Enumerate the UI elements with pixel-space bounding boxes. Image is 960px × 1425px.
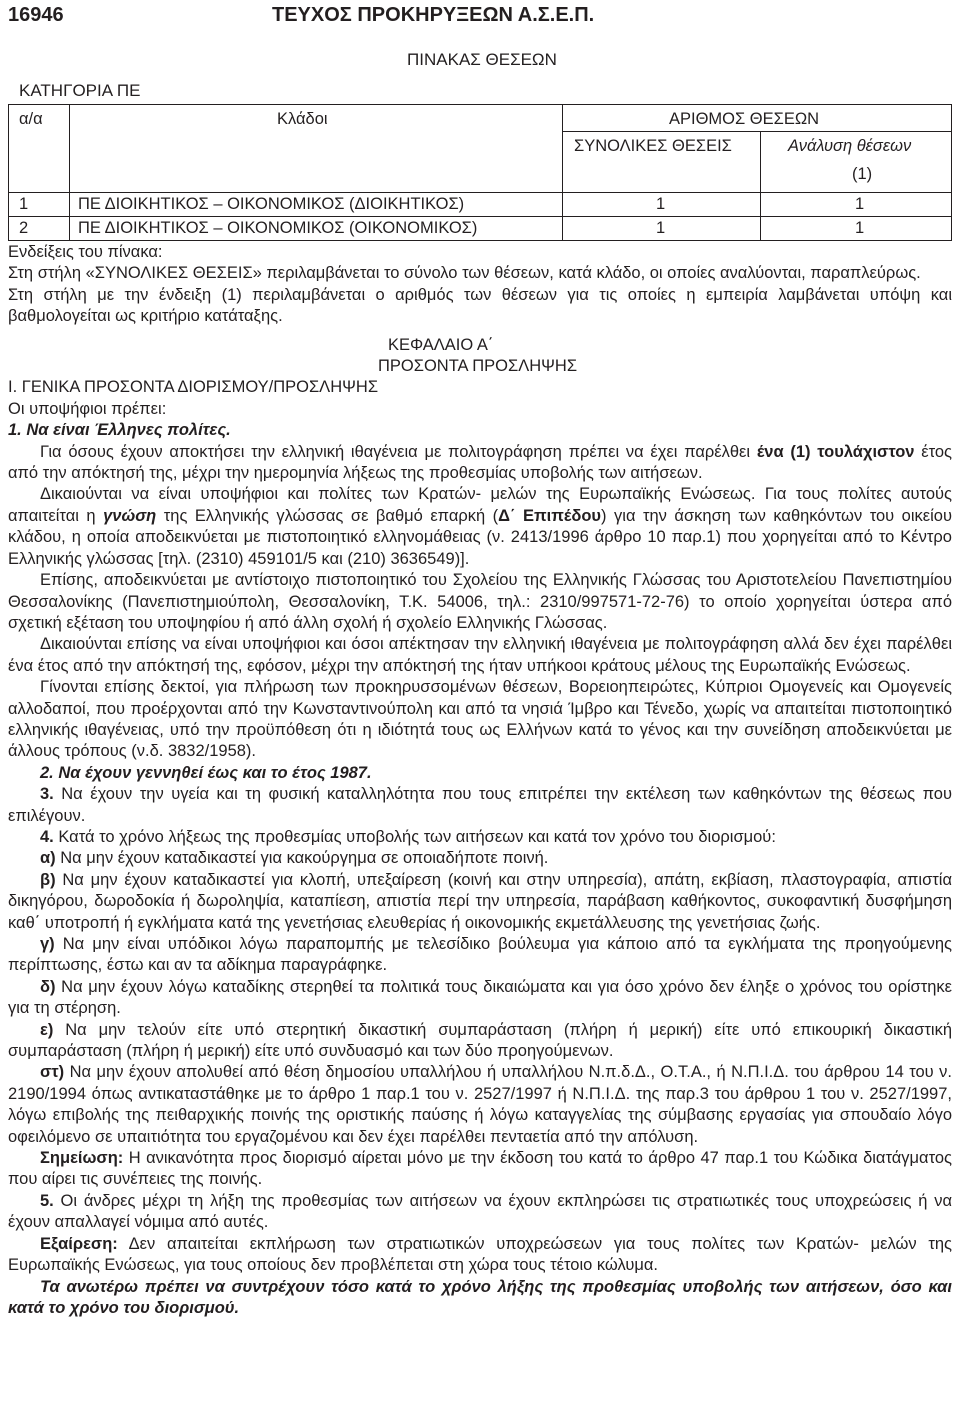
table-row-1-breakdown: 1 <box>855 195 865 213</box>
category-label: ΚΑΤΗΓΟΡΙΑ ΠΕ <box>19 81 141 100</box>
item-4-st-label: στ) <box>40 1063 65 1082</box>
item-5 <box>8 1191 952 1234</box>
item-5-exception-label: Εξαίρεση: <box>40 1234 118 1253</box>
note-total-positions: Στη στήλη «ΣΥΝΟΛΙΚΕΣ ΘΕΣΕΙΣ» περιλαμβάνεται το σύνολο των θέσεων, κατά κλάδο, οι οποίες αναλύονται, παραπλεύρως. <box>8 264 921 283</box>
item-4-text: Κατά το χρόνο λήξεως της προθεσμίας υποβολής των αιτήσεων και κατά τον χρόνο του διορισμού: <box>53 827 776 846</box>
col-header-branch: Κλάδοι <box>277 110 328 128</box>
table-divider-total <box>760 131 761 240</box>
table-border-left <box>8 104 9 240</box>
table-divider-aa <box>69 104 70 240</box>
item-3-text: Να έχουν την υγεία και τη φυσική καταλληλότητα που τους επιτρέπει την εκτέλεση των καθηκόντων της θέσεως που επιλέγουν. <box>8 785 952 825</box>
table-row-1-aa: 1 <box>19 195 29 213</box>
item-1-p2-rest: ) για την άσκηση των καθηκόντων του οικείου κλάδου, η οποία αποδεικνύεται με πιστοποιητικό ελληνομάθειας (ν. 2413/1996 άρθρο 10 παρ.1) που χορηγείται από το Κέντρο Ελληνικής γλώσσας [τηλ. (2310) 459101/5 και (210) 3636549)]. <box>8 506 952 568</box>
item-4-b <box>8 870 952 934</box>
item-4-b-text: Να μην έχουν καταδικαστεί για κλοπή, υπεξαίρεση (κοινή και στην υπηρεσία), απάτη, εκβίαση, πλαστογραφία, απιστία δικηγόρου, δωροδοκία ή δωροληψία, καταπίεση, απιστία περί την υπηρεσία, παράβαση καθήκοντος, συκοφαντική δυσφήμηση καθ΄ υποτροπή ή εγκλήματα κατά της γενετήσιας ελευθερίας ή οικονομικής εκμετάλλευσης της γενετήσιας ζωής. <box>8 870 952 932</box>
page-number: 16946 <box>8 4 64 26</box>
col-header-breakdown-note: (1) <box>852 165 873 183</box>
table-border-top <box>8 104 952 105</box>
table-divider-positions <box>562 131 952 132</box>
item-4-note-text: Η ανικανότητα προς διορισμό αίρεται μόνο με την έκδοση του κατά το άρθρο 47 παρ.1 του Κώδικα διατάγματος που αίρει τις συνέπειες της ποινής. <box>8 1149 952 1189</box>
chapter-subtitle: ΠΡΟΣΟΝΤΑ ΠΡΟΣΛΗΨΗΣ <box>378 357 578 376</box>
table-row-2-aa: 2 <box>19 219 29 237</box>
item-1-paragraph-3: Επίσης, αποδεικνύεται με αντίστοιχο πιστοποιητικό του Σχολείου της Ελληνικής Γλώσσας του Αριστοτελείου Πανεπιστημίου Θεσσαλονίκης (Πανεπιστημιούπολη, Θεσσαλονίκη, Τ.Κ. 54006, τηλ.: 2310/997571-72-76) το οποίο χορηγείται ύστερα από σχετική εξέταση του υποψηφίου ή από άλλη σχολή ή σχολείο Ελληνικής Γλώσσας. <box>8 571 952 632</box>
col-header-breakdown: Ανάλυση θέσεων <box>788 137 912 155</box>
table-row-2-breakdown: 1 <box>855 219 865 237</box>
item-2-title: 2. Να έχουν γεννηθεί έως και το έτος 1987. <box>40 763 372 782</box>
item-4-st <box>8 1062 952 1148</box>
item-1-paragraph-2 <box>8 484 952 570</box>
item-1-p1-emphasis: ένα (1) τουλάχιστον <box>756 442 915 461</box>
col-header-aa: α/α <box>19 110 43 128</box>
section-general-title: Ι. ΓΕΝΙΚΑ ΠΡΟΣΟΝΤΑ ΔΙΟΡΙΣΜΟΥ/ΠΡΟΣΛΗΨΗΣ <box>8 378 379 397</box>
section-general-lead: Οι υποψήφιοι πρέπει: <box>8 399 167 418</box>
item-1-p2-mid: της Ελληνικής γλώσσας σε βαθμό επαρκή ( <box>156 506 499 525</box>
item-4-a-text: Να μην έχουν καταδικαστεί για κακούργημα σε οποιαδήποτε ποινή. <box>55 849 549 868</box>
item-5-text: Οι άνδρες μέχρι τη λήξη της προθεσμίας των αιτήσεων να έχουν εκπληρώσει τις στρατιωτικές τους υποχρεώσεις ή να έχουν απαλλαγεί νόμιμα από αυτές. <box>8 1191 952 1232</box>
table-border-right <box>951 104 952 240</box>
item-4-c <box>8 934 952 977</box>
item-4-c-text: Να μην είναι υπόδικοι λόγω παραπομπής με τελεσίδικο βούλευμα για κάποιο από τα εγκλήματα της προηγούμενης περίπτωσης, έστω και αν τα αδίκημα παραγράφηκε. <box>8 935 952 975</box>
item-4-e <box>8 1020 952 1063</box>
table-title: ΠΙΝΑΚΑΣ ΘΕΣΕΩΝ <box>407 50 557 69</box>
item-4-e-label: ε) <box>40 1020 54 1039</box>
chapter-title: ΚΕΦΑΛΑΙΟ Α΄ <box>388 335 494 354</box>
item-1-title: 1. Να είναι Έλληνες πολίτες. <box>8 421 231 440</box>
item-4-a-label: α) <box>40 849 56 868</box>
col-header-positions: ΑΡΙΘΜΟΣ ΘΕΣΕΩΝ <box>669 110 820 128</box>
item-4-note <box>8 1148 952 1191</box>
issue-title: ΤΕΥΧΟΣ ΠΡΟΚΗΡΥΞΕΩΝ Α.Σ.Ε.Π. <box>272 4 595 26</box>
item-5-exception-text: Δεν απαιτείται εκπλήρωση των στρατιωτικών υποχρεώσεων για τους πολίτες των Κρατών- μελών της Ευρωπαϊκής Ενώσεως, για τους οποίους δεν προβλέπεται στη χώρα τους τέτοιο κώλυμα. <box>8 1234 952 1275</box>
item-1-p2-text: Δικαιούνται να είναι υποψήφιοι και πολίτες των Κρατών- μελών της Ευρωπαϊκής Ενώσεως. Για τους πολίτες αυτούς απαιτείται η <box>8 485 952 525</box>
document-body <box>8 240 952 1319</box>
chapter-heading <box>378 335 952 378</box>
table-divider-branch <box>562 104 563 240</box>
table-row-1-branch: ΠΕ ΔΙΟΙΚΗΤΙΚΟΣ – ΟΙΚΟΝΟΜΙΚΟΣ (ΔΙΟΙΚΗΤΙΚΟΣ) <box>78 195 465 213</box>
note-experience: Στη στήλη με την ένδειξη (1) περιλαμβάνεται ο αριθμός των θέσεων για τις οποίες η εμπειρία λαμβάνεται υπόψη και βαθμολογείται ως κριτήριο κατάταξης. <box>8 285 952 326</box>
item-1-p1-text: Για όσους έχουν αποκτήσει την ελληνική ιθαγένεια με πολιτογράφηση πρέπει να έχει παρέλθει <box>40 442 757 461</box>
item-4-d-label: δ) <box>40 977 56 996</box>
item-4-e-text: Να μην τελούν είτε υπό στερητική δικαστική συμπαράσταση (πλήρη ή μερική) είτε υπό επικουρική δικαστική συμπαράσταση (πλήρη ή μερική) είτε υπό συνδυασμό και των δύο προηγούμενων. <box>8 1020 952 1061</box>
item-4-number: 4. <box>40 827 54 846</box>
col-header-total: ΣΥΝΟΛΙΚΕΣ ΘΕΣΕΙΣ <box>574 137 732 155</box>
table-row-2-branch: ΠΕ ΔΙΟΙΚΗΤΙΚΟΣ – ΟΙΚΟΝΟΜΙΚΟΣ (ΟΙΚΟΝΟΜΙΚΟΣ) <box>78 219 478 237</box>
item-1-paragraph-5: Γίνονται επίσης δεκτοί, για πλήρωση των προκηρυσσομένων θέσεων, Βορειοηπειρώτες, Κύπριοι Ομογενείς και Ομογενείς αλλοδαποί, που προέρχονται από την Κωνσταντινούπολη και από τα νησιά Ίμβρο και Τένεδο, χωρίς να απαιτείται πιστοποιητικό ελληνικής ιθαγένειας, υπό την προϋπόθεση ότι η ιδιότητά τους ως Ελλήνων κατά το γένος και την συνείδηση αποδεικνύεται με άλλους τρόπους (ν.δ. 3832/1958). <box>8 678 952 761</box>
table-row-2-total: 1 <box>656 219 666 237</box>
item-4 <box>8 827 952 848</box>
item-1-paragraph-1 <box>8 442 952 485</box>
closing-statement: Τα ανωτέρω πρέπει να συντρέχουν τόσο κατά το χρόνο λήξης της προθεσμίας υποβολής των αιτήσεων, όσο και κατά το χρόνο του διορισμού. <box>8 1277 952 1317</box>
table-row-1-total: 1 <box>656 195 666 213</box>
item-1-paragraph-4: Δικαιούνται επίσης να είναι υποψήφιοι και όσοι απέκτησαν την ελληνική ιθαγένεια με πολιτογράφηση αλλά δεν έχει παρέλθει ένα έτος από την απόκτησή της, εφόσον, μέχρι την απόκτησή της ήταν υπήκοοι κράτους μέλους της Ευρωπαϊκής Ενώσεως. <box>8 635 952 675</box>
item-3-number: 3. <box>40 785 54 804</box>
item-4-a <box>8 848 952 869</box>
item-1-p2-level: Δ΄ Επιπέδου <box>498 506 602 525</box>
notes-intro: Ενδείξεις του πίνακα: <box>8 243 163 261</box>
item-4-st-text: Να μην έχουν απολυθεί από θέση δημοσίου υπαλλήλου ή υπαλλήλου Ν.π.δ.Δ., Ο.Τ.Α., ή Ν.Π.Ι.Δ. του άρθρου 14 του ν. 2190/1994 όπως αντικαταστάθηκε με το άρθρο 1 παρ.1 του ν. 2527/1997 ή Ν.Π.Ι.Δ. της παρ.3 του άρθρου 1 του ν. 2527/1997, λόγω επιβολής της πειθαρχικής ποινής της οριστικής παύσης ή λόγω καταγγελίας της σύμβασης εργασίας για σπουδαίο λόγο οφειλόμενο σε υπαιτιότητα του εργαζομένου και δεν έχει παρέλθει πενταετία από την απόλυση. <box>8 1063 952 1146</box>
item-4-c-label: γ) <box>40 935 55 953</box>
item-4-d <box>8 977 952 1020</box>
item-4-d-text: Να μην έχουν λόγω καταδίκης στερηθεί τα πολιτικά τους δικαιώματα και για όσο χρόνο δεν έληξε ο χρόνος του ορίστηκε για τη στέρηση. <box>8 977 952 1018</box>
item-5-number: 5. <box>40 1191 54 1210</box>
item-1-p2-knowledge: γνώση <box>103 506 157 525</box>
table-divider-header <box>8 192 952 193</box>
item-5-exception <box>8 1234 952 1277</box>
item-4-note-label: Σημείωση: <box>40 1149 124 1168</box>
table-divider-row1 <box>8 216 952 217</box>
item-4-b-label: β) <box>40 870 56 889</box>
item-3 <box>8 784 952 827</box>
item-1-p1-rest: έτος από την απόκτησή της, μέχρι την ημερομηνία λήξεως της προθεσμίας υποβολής των αιτήσεων. <box>8 442 952 483</box>
